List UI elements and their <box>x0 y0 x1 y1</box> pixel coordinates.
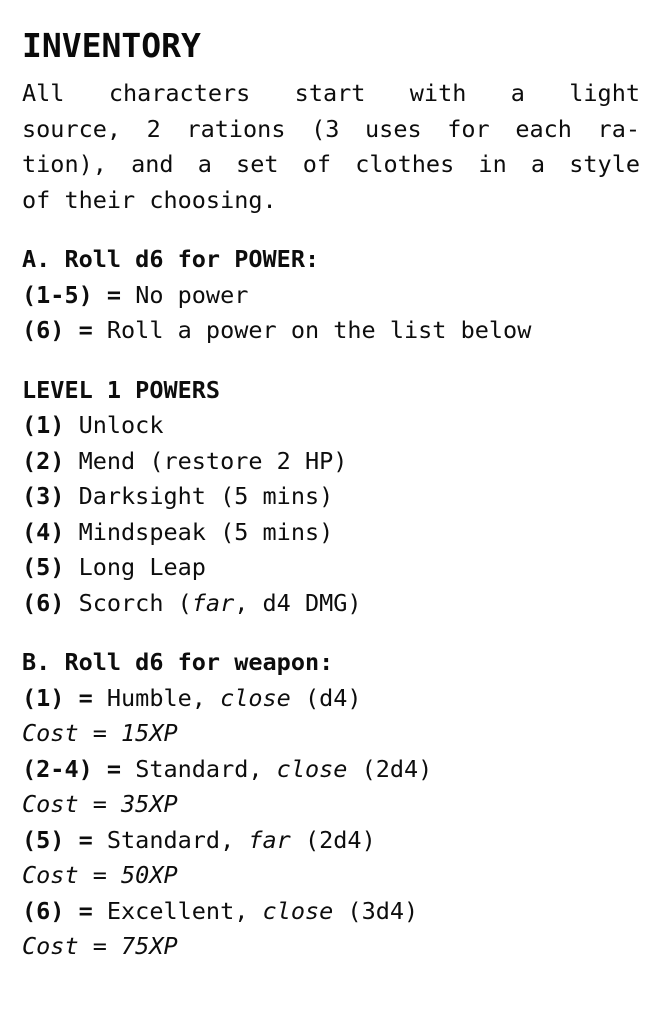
regular-text: Excellent, <box>106 896 263 925</box>
regular-text: Roll a power on the list below <box>106 316 532 344</box>
text-line <box>22 752 640 788</box>
sections <box>22 242 640 965</box>
bold-text: (2) <box>22 446 79 475</box>
regular-text: Mend (restore 2 HP) <box>78 446 348 475</box>
intro-line: of their choosing. <box>22 185 277 214</box>
text-line <box>22 242 640 278</box>
intro-line: All characters start with a light <box>22 79 640 107</box>
bold-text: (4) <box>22 517 79 546</box>
regular-text: (2d4) <box>347 754 433 783</box>
bold-text: B. Roll d6 for weapon: <box>22 648 334 676</box>
text-line <box>22 479 640 515</box>
text-line <box>22 550 640 586</box>
regular-text: , d4 DMG) <box>234 588 362 617</box>
italic-text: close <box>262 896 334 925</box>
text-line <box>22 313 640 349</box>
regular-text: (3d4) <box>333 896 419 925</box>
bold-text: (5) = <box>22 825 107 854</box>
bold-text: (6) = <box>22 896 107 925</box>
text-line <box>22 823 640 859</box>
text-line <box>22 278 640 314</box>
italic-text: far <box>191 588 235 617</box>
text-line <box>22 515 640 551</box>
regular-text: Long Leap <box>78 553 206 581</box>
bold-text: A. Roll d6 for POWER: <box>22 245 320 273</box>
section-power-roll <box>22 242 640 349</box>
bold-text: LEVEL 1 POWERS <box>22 375 221 404</box>
bold-text: (6) = <box>22 316 107 344</box>
section-level-1-powers <box>22 373 640 622</box>
italic-text: close <box>220 683 291 712</box>
intro-line: source, 2 rations (3 uses for each ra- <box>22 114 640 143</box>
text-line <box>22 787 640 823</box>
text-line <box>22 716 640 752</box>
bold-text: (2-4) = <box>22 754 136 783</box>
intro-paragraph <box>22 76 640 218</box>
bold-text: (5) <box>22 553 79 581</box>
regular-text: No power <box>135 280 249 309</box>
text-line <box>22 645 640 681</box>
regular-text: Darksight (5 mins) <box>78 482 334 510</box>
bold-text: (6) <box>22 588 79 617</box>
bold-text: (3) <box>22 482 79 510</box>
text-line <box>22 444 640 480</box>
text-line <box>22 681 640 717</box>
italic-text: close <box>276 754 348 783</box>
regular-text: Scorch ( <box>78 588 192 617</box>
text-line <box>22 929 640 965</box>
text-line <box>22 586 640 622</box>
text-line <box>22 894 640 930</box>
bold-text: (1) <box>22 411 79 439</box>
text-line <box>22 858 640 894</box>
italic-text: Cost = 35XP <box>22 790 178 818</box>
regular-text: (d4) <box>290 683 362 712</box>
italic-text: Cost = 75XP <box>22 932 178 960</box>
bold-text: (1-5) = <box>22 280 136 309</box>
bold-text: (1) = <box>22 683 107 712</box>
italic-text: far <box>248 825 291 854</box>
italic-text: Cost = 50XP <box>22 861 178 889</box>
regular-text: Humble, <box>106 683 221 712</box>
intro-line: tion), and a set of clothes in a style <box>22 150 640 178</box>
text-line <box>22 373 640 409</box>
regular-text: (2d4) <box>290 825 376 854</box>
text-line <box>22 408 640 444</box>
italic-text: Cost = 15XP <box>22 719 178 747</box>
regular-text: Standard, <box>135 754 277 783</box>
section-weapon-roll <box>22 645 640 965</box>
page-title: INVENTORY <box>22 26 201 65</box>
regular-text: Unlock <box>78 411 164 439</box>
regular-text: Standard, <box>106 825 249 854</box>
regular-text: Mindspeak (5 mins) <box>78 517 334 546</box>
